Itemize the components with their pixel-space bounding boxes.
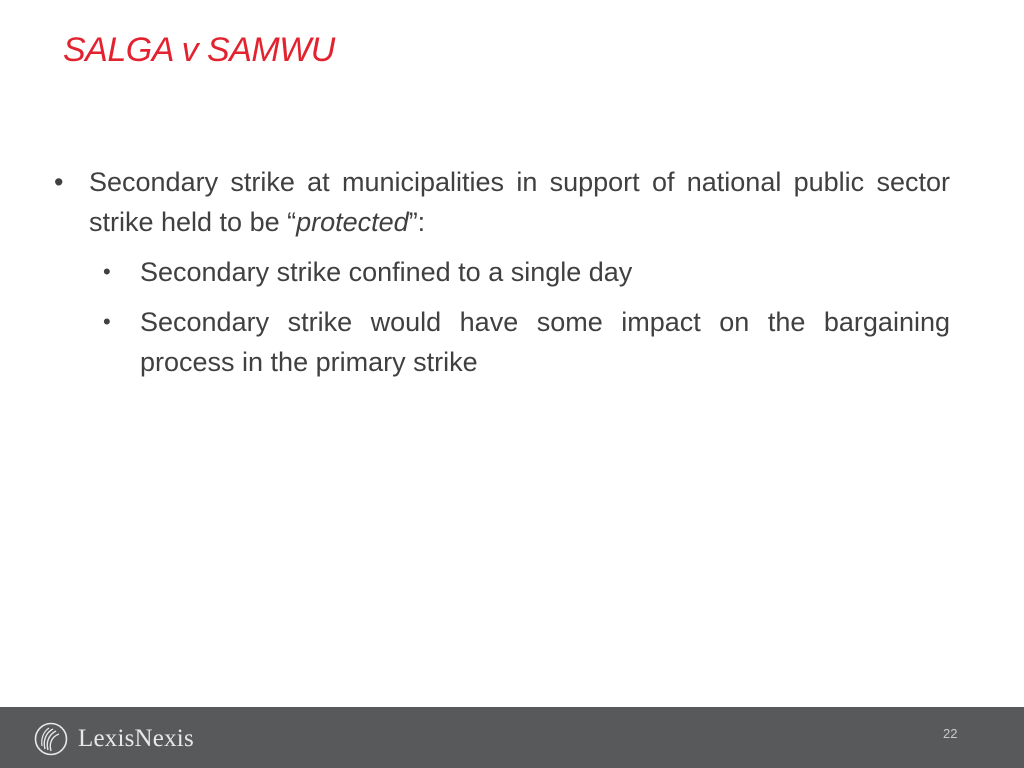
bullet-emphasis: protected — [296, 207, 409, 237]
sub-bullet-marker: • — [103, 309, 111, 334]
sub-bullet-item — [99, 252, 950, 292]
bullet-item — [48, 162, 950, 242]
sub-bullet-text: Secondary strike confined to a single day — [140, 257, 633, 287]
bullet-marker: • — [54, 167, 64, 197]
footer-bar — [0, 707, 1024, 768]
bullet-text-end: ”: — [408, 207, 426, 237]
page-number: 22 — [943, 726, 958, 741]
sub-bullet-text: Secondary strike would have some impact on the bargaining process in the primary strike — [140, 307, 950, 377]
bullet-text: Secondary strike at municipalities in support of national public sector strike held to be “ — [89, 167, 950, 237]
sub-bullet-item — [99, 302, 950, 382]
brand-name: LexisNexis — [78, 725, 194, 752]
slide-title: SALGA v SAMWU — [63, 31, 335, 69]
lexisnexis-swirl-logo-icon — [34, 722, 68, 756]
slide-body — [48, 162, 950, 382]
sub-bullet-marker: • — [103, 259, 111, 284]
brand — [34, 722, 194, 756]
